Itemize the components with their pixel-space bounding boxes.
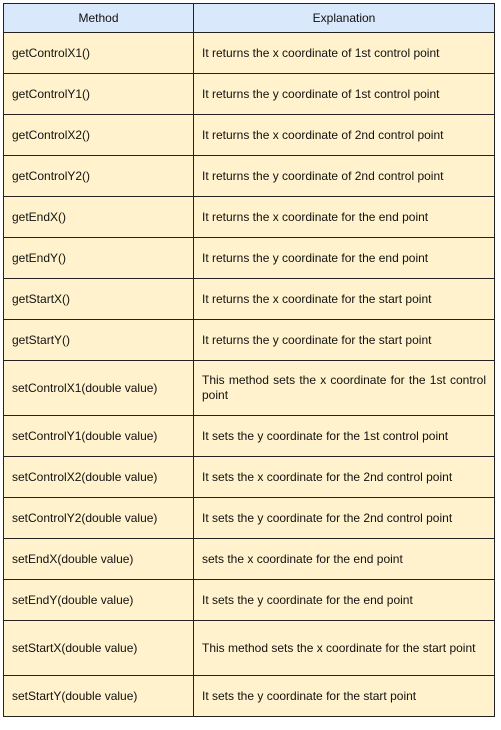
table-row: [4, 676, 495, 717]
explanation-cell: It returns the x coordinate for the end point: [194, 197, 495, 238]
method-cell: setControlY1(double value): [4, 416, 194, 457]
explanation-cell: It returns the x coordinate of 1st control point: [194, 33, 495, 74]
table-row: [4, 539, 495, 580]
table-row: [4, 621, 495, 676]
method-cell: setStartY(double value): [4, 676, 194, 717]
table-row: [4, 320, 495, 361]
table-row: [4, 457, 495, 498]
explanation-cell: It sets the y coordinate for the 2nd control point: [194, 498, 495, 539]
explanation-cell: It returns the y coordinate of 1st control point: [194, 74, 495, 115]
method-cell: setEndX(double value): [4, 539, 194, 580]
table-row: [4, 156, 495, 197]
explanation-cell: It sets the y coordinate for the 1st control point: [194, 416, 495, 457]
table-row: [4, 197, 495, 238]
method-cell: setStartX(double value): [4, 621, 194, 676]
explanation-cell: It returns the x coordinate of 2nd control point: [194, 115, 495, 156]
table-row: [4, 416, 495, 457]
table-row: [4, 580, 495, 621]
method-cell: getControlY2(): [4, 156, 194, 197]
table-header-row: [4, 4, 495, 33]
table-row: [4, 74, 495, 115]
explanation-cell: It returns the y coordinate of 2nd control point: [194, 156, 495, 197]
method-cell: getControlY1(): [4, 74, 194, 115]
method-cell: getEndX(): [4, 197, 194, 238]
explanation-cell: It sets the x coordinate for the 2nd control point: [194, 457, 495, 498]
method-cell: getControlX1(): [4, 33, 194, 74]
method-cell: getControlX2(): [4, 115, 194, 156]
explanation-cell: It sets the y coordinate for the start point: [194, 676, 495, 717]
explanation-cell: It returns the x coordinate for the start point: [194, 279, 495, 320]
table-row: [4, 115, 495, 156]
column-header-method: Method: [4, 4, 194, 33]
explanation-cell: This method sets the x coordinate for the start point: [194, 621, 495, 676]
column-header-explanation: Explanation: [194, 4, 495, 33]
explanation-cell: It returns the y coordinate for the end point: [194, 238, 495, 279]
method-cell: setControlX2(double value): [4, 457, 194, 498]
method-cell: getEndY(): [4, 238, 194, 279]
table-row: [4, 498, 495, 539]
methods-table: [3, 3, 495, 717]
method-cell: setControlY2(double value): [4, 498, 194, 539]
table-row: [4, 361, 495, 416]
explanation-cell: sets the x coordinate for the end point: [194, 539, 495, 580]
table-row: [4, 238, 495, 279]
method-cell: getStartY(): [4, 320, 194, 361]
method-cell: getStartX(): [4, 279, 194, 320]
explanation-cell: This method sets the x coordinate for the 1st control point: [194, 361, 495, 416]
method-cell: setControlX1(double value): [4, 361, 194, 416]
table-row: [4, 279, 495, 320]
explanation-cell: It returns the y coordinate for the start point: [194, 320, 495, 361]
explanation-cell: It sets the y coordinate for the end point: [194, 580, 495, 621]
table-row: [4, 33, 495, 74]
methods-table-container: [3, 3, 495, 717]
method-cell: setEndY(double value): [4, 580, 194, 621]
